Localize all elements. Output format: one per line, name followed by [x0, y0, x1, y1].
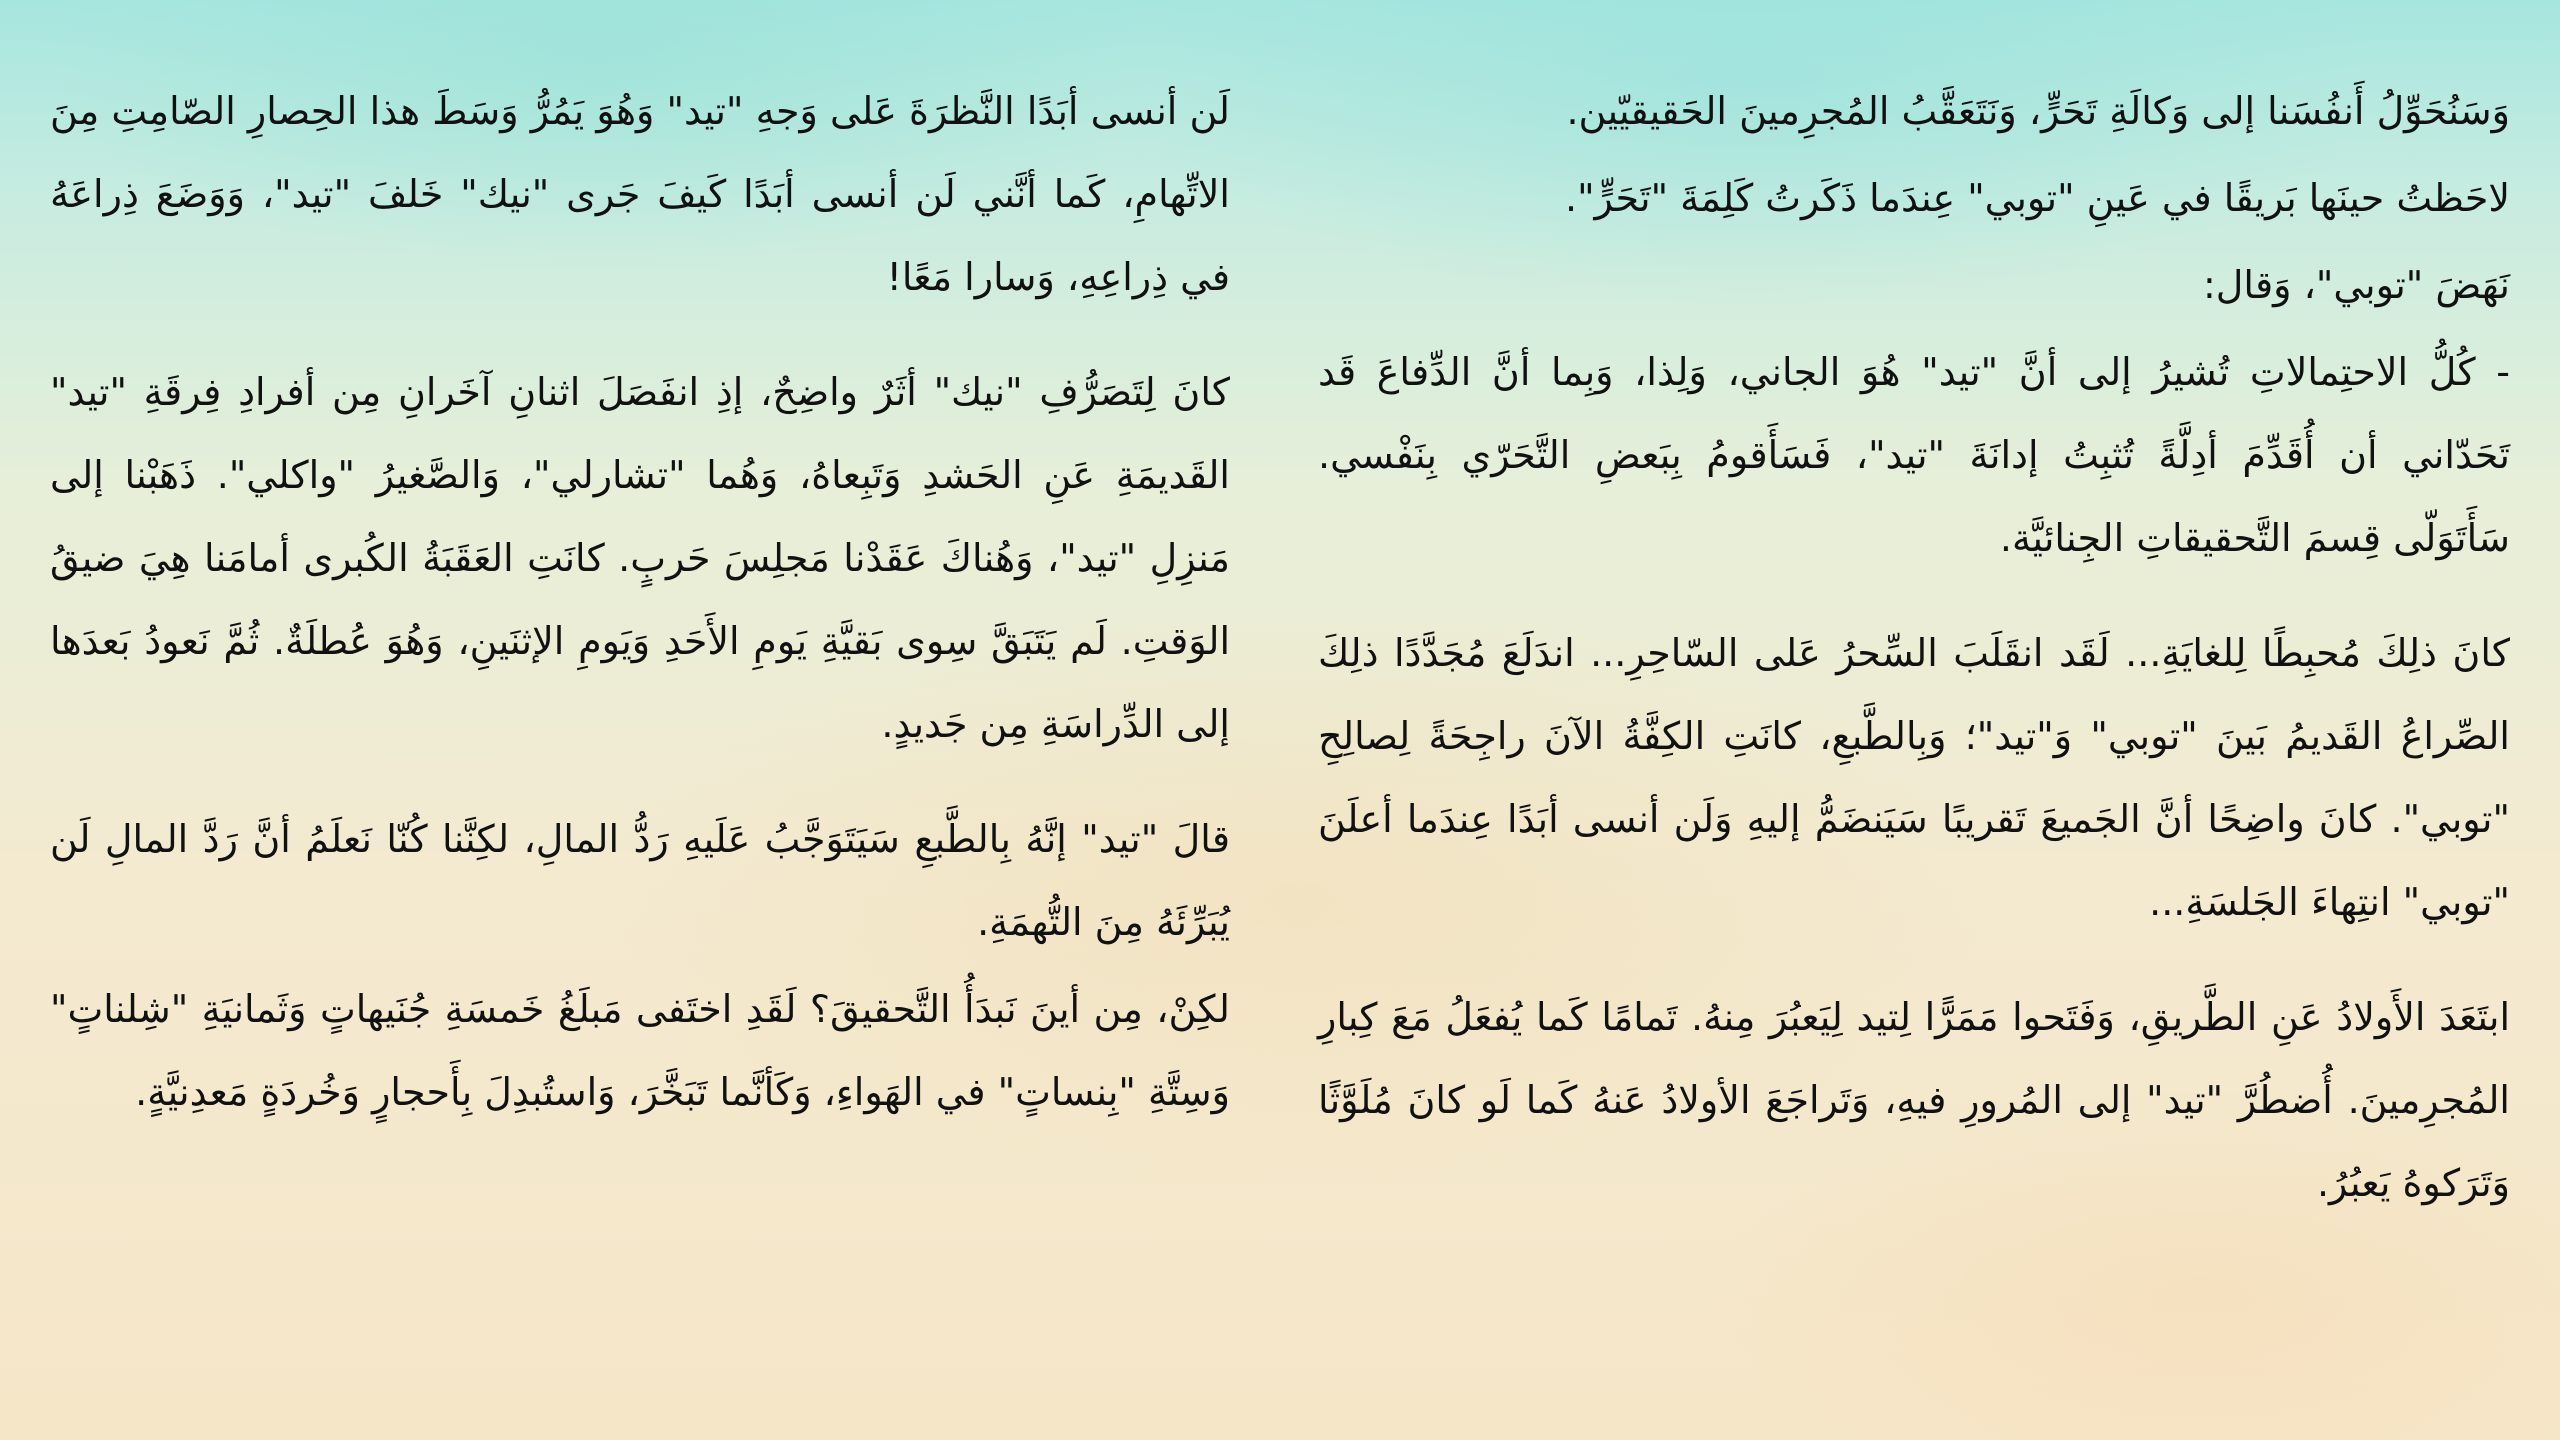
- paragraph: ابتَعَدَ الأَولادُ عَنِ الطَّريقِ، وَفَتَحوا مَمَرًّا لِتيد لِيَعبُرَ مِنهُ. تَمامًا كَما يُفعَلُ مَعَ كِبارِ المُجرِمينَ. أُضطُرَّ "تيد" إلى المُرورِ فيهِ، وَتَراجَعَ الأولادُ عَنهُ كَما لَو كانَ مُلَوَّثًا وَتَرَكوهُ يَعبُرُ.: [1318, 995, 2510, 1205]
- paragraph: قالَ "تيد" إنَّهُ بِالطَّبعِ سَيَتَوَجَّبُ عَلَيهِ رَدُّ المالِ، لكِنَّنا كُنّا نَعلَمُ أنَّ رَدَّ المالِ لَن يُبَرِّئَهُ مِنَ التُّهمَةِ.: [50, 817, 1230, 944]
- right-text-column: [1318, 70, 2510, 1225]
- paragraph: كانَ ذلِكَ مُحبِطًا لِلغايَةِ... لَقَد انقَلَبَ السِّحرُ عَلى السّاحِرِ... اندَلَعَ مُجَدَّدًا ذلِكَ الصِّراعُ القَديمُ بَينَ "توبي" وَ"تيد"؛ وَبِالطَّبعِ، كانَتِ الكِفَّةُ الآنَ راجِحَةً لِصالِحِ "توبي". كانَ واضِحًا أنَّ الجَميعَ تَقريبًا سَيَنضَمُّ إليهِ وَلَن أنسى أبَدًا عِندَما أعلَنَ "توبي" انتِهاءَ الجَلسَةِ...: [1318, 631, 2510, 924]
- paragraph: لكِنْ، مِن أينَ نَبدَأُ التَّحقيقَ؟ لَقَدِ اختَفى مَبلَغُ خَمسَةِ جُنَيهاتٍ وَثَمانيَةِ "شِلناتٍ" وَسِتَّةِ "بِنساتٍ" في الهَواءِ، وَكَأنَّما تَبَخَّرَ، وَاستُبدِلَ بِأَحجارٍ وَخُردَةٍ مَعدِنيَّةٍ.: [50, 987, 1230, 1114]
- paragraph: - كُلُّ الاحتِمالاتِ تُشيرُ إلى أنَّ "تيد" هُوَ الجاني، وَلِذا، وَبِما أنَّ الدِّفاعَ قَد تَحَدّاني أن أُقَدِّمَ أدِلَّةً تُثبِتُ إدانَةَ "تيد"، فَسَأَقومُ بِبَعضِ التَّحَرّي بِنَفْسي. سَأَتَوَلّى قِسمَ التَّحقيقاتِ الجِنائيَّة.: [1318, 350, 2510, 560]
- paragraph: نَهَضَ "توبي"، وَقال:: [2203, 263, 2510, 307]
- paragraph: كانَ لِتَصَرُّفِ "نيك" أثَرٌ واضِحٌ، إذِ انفَصَلَ اثنانِ آخَرانِ مِن أفرادِ فِرقَةِ "تيد" القَديمَةِ عَنِ الحَشدِ وَتَبِعاهُ، وَهُما "تشارلي"، وَالصَّغيرُ "واكلي". ذَهَبْنا إلى مَنزِلِ "تيد"، وَهُناكَ عَقَدْنا مَجلِسَ حَربٍ. كانَتِ العَقَبَةُ الكُبرى أمامَنا هِيَ ضيقُ الوَقتِ. لَم يَتَبَقَّ سِوى بَقيَّةِ يَومِ الأَحَدِ وَيَومِ الإثنَينِ، وَهُوَ عُطلَةٌ. ثُمَّ نَعودُ بَعدَها إلى الدِّراسَةِ مِن جَديدٍ.: [50, 370, 1230, 746]
- paragraph: لاحَظتُ حينَها بَريقًا في عَينِ "توبي" عِندَما ذَكَرتُ كَلِمَةَ "تَحَرٍّ".: [1564, 176, 2510, 220]
- left-text-column: [50, 70, 1230, 1134]
- paragraph: وَسَنُحَوِّلُ أَنفُسَنا إلى وَكالَةِ تَحَرٍّ، وَنَتَعَقَّبُ المُجرِمينَ الحَقيقيّين.: [1566, 89, 2510, 133]
- paragraph: لَن أنسى أبَدًا النَّظرَةَ عَلى وَجهِ "تيد" وَهُوَ يَمُرُّ وَسَطَ هذا الحِصارِ الصّامِتِ مِنَ الاتِّهامِ، كَما أنَّني لَن أنسى أبَدًا كَيفَ جَرى "نيك" خَلفَ "تيد"، وَوَضَعَ ذِراعَهُ في ذِراعِهِ، وَسارا مَعًا!: [50, 89, 1230, 299]
